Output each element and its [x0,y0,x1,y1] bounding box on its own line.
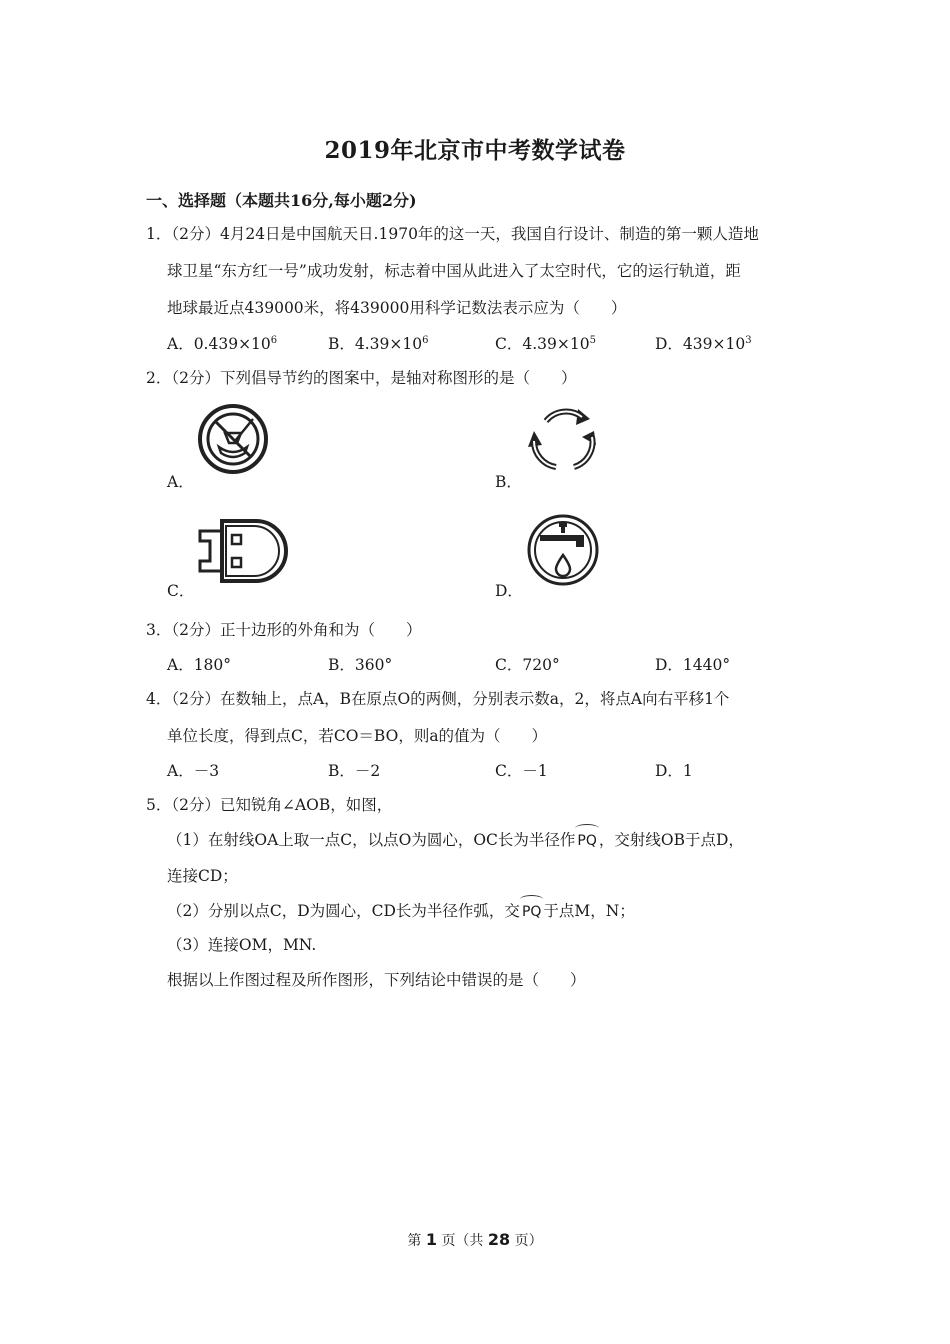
q4-line1: 4．（2分）在数轴上，点A，B在原点O的两侧，分别表示数a，2，将点A向右平移1个 [146,690,730,708]
q1-line1: 1．（2分）4月24日是中国航天日.1970年的这一天，我国自行设计、制造的第一颗人造地 [146,225,759,243]
q5-question: 根据以上作图过程及所作图形，下列结论中错误的是（ ） [167,971,586,989]
q3-line1: 3．（2分）正十边形的外角和为（ ） [146,621,422,639]
q1-option-a: A．$0.439\times 10^6$ [167,335,278,353]
plug-icon [196,517,294,585]
q3-option-a: A．180° [167,656,232,674]
no-food-waste-icon [197,403,269,475]
q5-line1: 5．（2分）已知锐角∠AOB，如图， [146,796,393,814]
q1-option-b: B．$4.39\times 10^6$ [328,335,429,353]
recycle-icon [526,405,598,473]
q5-step3: （3）连接OM，MN. [167,936,317,954]
q3-option-c: C．720° [495,656,560,674]
q3-option-b: B．360° [328,656,393,674]
q5-step1-cont: 连接CD； [167,867,238,885]
q4-option-b: B．－2 [328,762,381,780]
q3-option-d: D．1440° [655,656,731,674]
q5-step1: （1）在射线OA上取一点C，以点O为圆心，OC长为半径作 PQ ，交射线OB于点D， [167,831,744,849]
q2-line1: 2．（2分）下列倡导节约的图案中，是轴对称图形的是（ ） [146,369,577,387]
q1-option-d: D．$439\times 10^3$ [655,335,752,353]
q2-option-a: A． [167,473,194,491]
q2-option-b: B． [495,473,522,491]
arc-pq: PQ [521,904,542,920]
q4-option-d: D．1 [655,762,693,780]
q1-line3: 地球最近点439000米，将439000用科学记数法表示应为（ ） [167,299,627,317]
q5-step2: （2）分别以点C，D为圆心，CD长为半径作弧，交 PQ 于点M，N； [167,902,635,920]
q1-option-c: C．$4.39\times 10^5$ [495,335,596,353]
section-heading: 一、选择题（本题共16分,每小题2分) [146,191,417,210]
q4-option-a: A．－3 [167,762,220,780]
q1-line2: 球卫星“东方红一号”成功发射，标志着中国从此进入了太空时代，它的运行轨道，距 [167,262,741,280]
q2-option-c: C． [167,582,195,600]
water-tap-icon [526,513,600,587]
q4-line2: 单位长度，得到点C，若CO＝BO，则a的值为（ ） [167,727,548,745]
q2-option-d: D． [495,582,523,600]
page-title: 2019年北京市中考数学试卷 [324,137,626,164]
page-footer: 第 1 页（共 28 页） [407,1230,543,1249]
q4-option-c: C．－1 [495,762,548,780]
arc-pq: PQ [577,833,597,849]
